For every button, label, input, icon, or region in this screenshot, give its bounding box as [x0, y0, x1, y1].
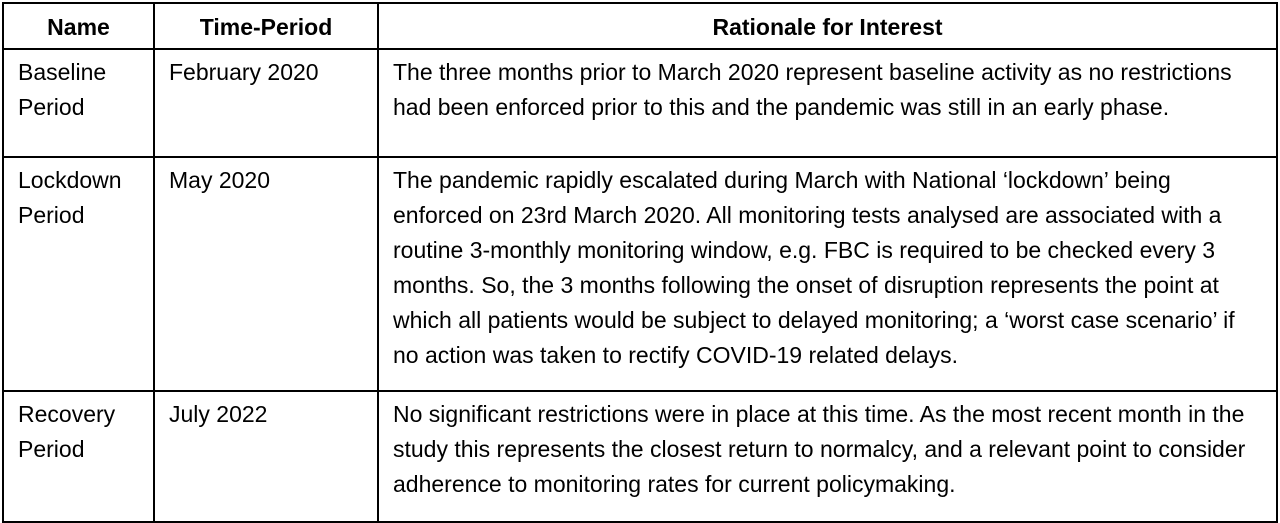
header-time-period: Time-Period	[154, 3, 378, 49]
row-rationale-cell: The three months prior to March 2020 represent baseline activity as no restrictions had been enforced prior to this and the pandemic was still in an early phase.	[378, 49, 1277, 157]
period-table-container	[2, 2, 1276, 523]
row-rationale-cell: The pandemic rapidly escalated during March with National ‘lockdown’ being enforced on 23rd March 2020. All monitoring tests analysed are associated with a routine 3-monthly monitoring window, e.g. FBC is required to be checked every 3 months. So, the 3 months following the onset of disruption represents the point at which all patients would be subject to delayed monitoring; a ‘worst case scenario’ if no action was taken to rectify COVID-19 related delays.	[378, 157, 1277, 391]
table-row	[3, 391, 1277, 522]
row-name-cell: Recovery Period	[3, 391, 154, 522]
table-header-row	[3, 3, 1277, 49]
row-rationale-cell: No significant restrictions were in place at this time. As the most recent month in the study this represents the closest return to normalcy, and a relevant point to consider adherence to monitoring rates for current policymaking.	[378, 391, 1277, 522]
table-row	[3, 157, 1277, 391]
row-name-cell: Lockdown Period	[3, 157, 154, 391]
row-period-cell: July 2022	[154, 391, 378, 522]
row-name-cell: Baseline Period	[3, 49, 154, 157]
period-table	[2, 2, 1278, 523]
header-rationale: Rationale for Interest	[378, 3, 1277, 49]
row-period-cell: May 2020	[154, 157, 378, 391]
header-name: Name	[3, 3, 154, 49]
row-period-cell: February 2020	[154, 49, 378, 157]
table-row	[3, 49, 1277, 157]
